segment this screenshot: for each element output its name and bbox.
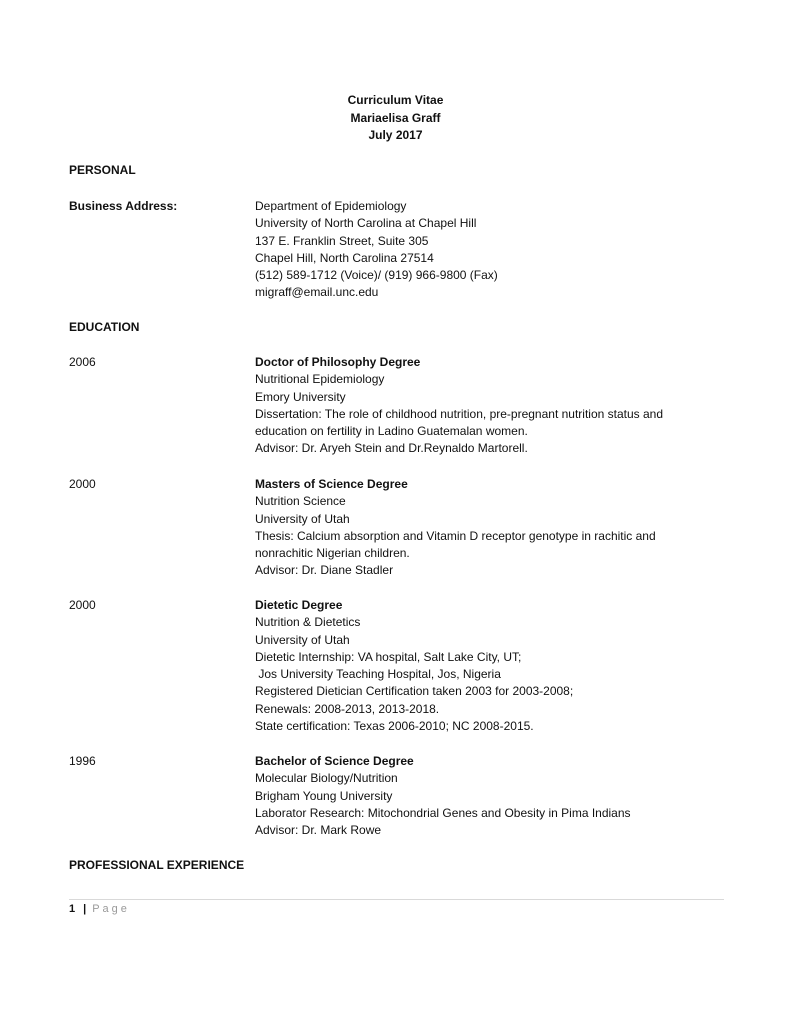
address-line: 137 E. Franklin Street, Suite 305 xyxy=(255,233,429,248)
entry-line: Nutrition & Dietetics xyxy=(255,615,361,630)
degree-title: Bachelor of Science Degree xyxy=(255,754,414,768)
author-name: Mariaelisa Graff xyxy=(350,110,441,125)
section-heading-experience: PROFESSIONAL EXPERIENCE xyxy=(69,858,245,872)
degree-title: Doctor of Philosophy Degree xyxy=(255,355,421,369)
entry-line: Molecular Biology/Nutrition xyxy=(255,771,398,786)
entry-line: Thesis: Calcium absorption and Vitamin D receptor genotype in rachitic and xyxy=(255,528,656,543)
education-entry xyxy=(255,354,725,458)
entry-line: University of Utah xyxy=(255,511,350,526)
entry-line: Laborator Research: Mitochondrial Genes and Obesity in Pima Indians xyxy=(255,805,631,820)
business-address xyxy=(255,198,725,302)
cv-header xyxy=(0,92,791,145)
entry-line: Renewals: 2008-2013, 2013-2018. xyxy=(255,701,440,716)
entry-line: Nutrition Science xyxy=(255,494,346,509)
education-entry xyxy=(255,476,725,580)
page-label: Page xyxy=(92,903,130,915)
education-year: 1996 xyxy=(69,754,96,768)
section-heading-personal: PERSONAL xyxy=(69,163,136,177)
email-address: migraff@email.unc.edu xyxy=(255,285,379,300)
address-line: Chapel Hill, North Carolina 27514 xyxy=(255,250,434,265)
entry-line: Advisor: Dr. Aryeh Stein and Dr.Reynaldo Martorell. xyxy=(255,441,528,456)
document-title: Curriculum Vitae xyxy=(347,93,444,107)
entry-line: Brigham Young University xyxy=(255,788,393,803)
address-line: Department of Epidemiology xyxy=(255,199,407,213)
education-year: 2000 xyxy=(69,477,96,491)
degree-title: Dietetic Degree xyxy=(255,598,343,612)
footer-divider xyxy=(69,899,724,900)
entry-line: Nutritional Epidemiology xyxy=(255,372,385,387)
page-number: 1 xyxy=(69,903,76,915)
address-line: University of North Carolina at Chapel Hill xyxy=(255,216,477,231)
education-year: 2006 xyxy=(69,355,96,369)
footer-separator: | xyxy=(83,903,87,915)
entry-line: Advisor: Dr. Diane Stadler xyxy=(255,563,394,578)
education-entry xyxy=(255,597,725,735)
entry-line: Jos University Teaching Hospital, Jos, Nigeria xyxy=(255,667,501,682)
phone-fax-line: (512) 589-1712 (Voice)/ (919) 966-9800 (Fax) xyxy=(255,268,498,283)
entry-line: Emory University xyxy=(255,389,346,404)
entry-line: Dissertation: The role of childhood nutrition, pre-pregnant nutrition status and xyxy=(255,406,664,421)
entry-line: Dietetic Internship: VA hospital, Salt Lake City, UT; xyxy=(255,649,522,664)
entry-line: nonrachitic Nigerian children. xyxy=(255,546,410,561)
entry-line: education on fertility in Ladino Guatemalan women. xyxy=(255,424,528,439)
degree-title: Masters of Science Degree xyxy=(255,477,408,491)
entry-line: State certification: Texas 2006-2010; NC 2008-2015. xyxy=(255,719,534,734)
page-footer xyxy=(69,902,130,916)
education-entry xyxy=(255,753,725,839)
entry-line: Advisor: Dr. Mark Rowe xyxy=(255,823,382,838)
education-year: 2000 xyxy=(69,598,96,612)
business-address-label: Business Address: xyxy=(69,199,178,213)
document-date: July 2017 xyxy=(368,128,423,142)
entry-line: Registered Dietician Certification taken 2003 for 2003-2008; xyxy=(255,684,574,699)
entry-line: University of Utah xyxy=(255,632,350,647)
section-heading-education: EDUCATION xyxy=(69,320,140,334)
